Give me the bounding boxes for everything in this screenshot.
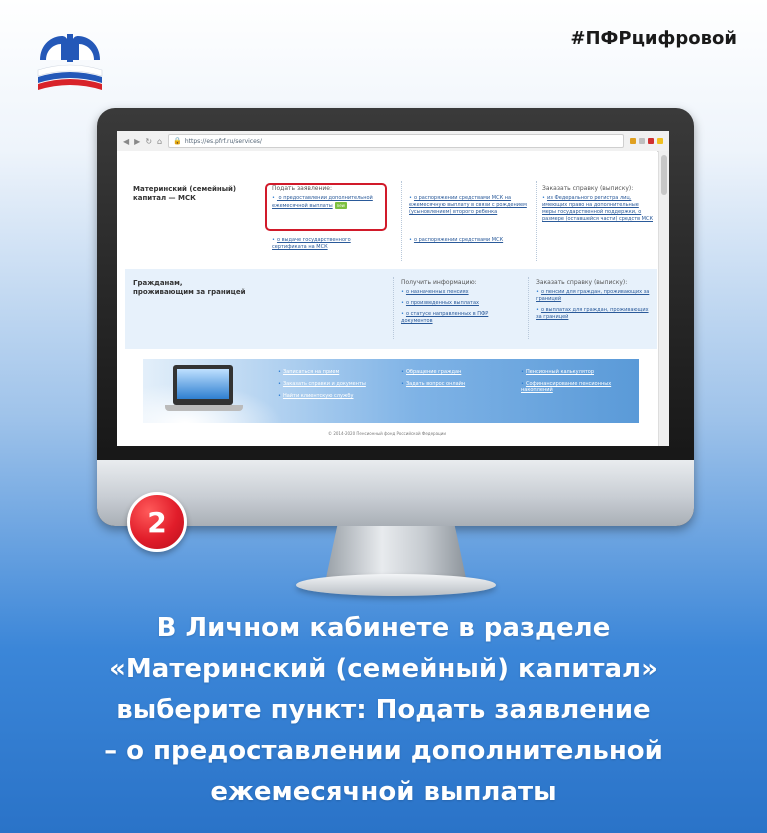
link-registry-statement[interactable]: • из Федерального регистра лиц, имеющих право на дополнительные меры государственной поддержки, о размере (оставшейся части) средств МСК bbox=[542, 195, 654, 223]
banner-link[interactable]: • Заказать справки и документы bbox=[278, 381, 366, 387]
banner-link[interactable]: • Найти клиентскую службу bbox=[278, 393, 353, 399]
banner-link[interactable]: • Записаться на прием bbox=[278, 369, 339, 375]
link-payments-made[interactable]: • о произведенных выплатах bbox=[401, 300, 521, 307]
instruction-caption bbox=[0, 608, 767, 813]
address-bar-url: https://es.pfrf.ru/services/ bbox=[184, 137, 262, 145]
section-title bbox=[133, 185, 236, 203]
banner-link[interactable]: • Пенсионный калькулятор bbox=[521, 369, 594, 375]
scrollbar[interactable] bbox=[658, 151, 669, 446]
link-document-status[interactable]: • о статусе направленных в ПФР документов bbox=[401, 311, 521, 325]
link-msk-disposal[interactable]: • о распоряжении средствами МСК bbox=[409, 237, 529, 244]
highlight-frame bbox=[265, 183, 387, 231]
section-title bbox=[133, 279, 246, 297]
section-title-line: Материнский (семейный) bbox=[133, 185, 237, 193]
caption-line: В Личном кабинете в разделе bbox=[156, 613, 611, 643]
column-heading: Получить информацию: bbox=[401, 279, 477, 286]
caption-line: – о предоставлении дополнительной bbox=[104, 736, 663, 766]
column-heading: Заказать справку (выписку): bbox=[536, 279, 628, 286]
monitor-screen bbox=[117, 131, 669, 446]
home-icon[interactable]: ⌂ bbox=[157, 136, 163, 146]
address-bar[interactable] bbox=[168, 134, 624, 148]
banner-link[interactable]: • Обращение граждан bbox=[401, 369, 461, 375]
banner-link[interactable]: • Софинансирование пенсионных накоплений bbox=[521, 381, 631, 393]
back-icon[interactable]: ◀ bbox=[123, 136, 130, 146]
browser-toolbar bbox=[117, 131, 669, 152]
laptop-image bbox=[173, 365, 233, 405]
monitor-stand bbox=[326, 526, 466, 578]
menu-icon[interactable] bbox=[657, 138, 663, 144]
caption-line: выберите пункт: Подать заявление bbox=[116, 695, 651, 725]
banner-link[interactable]: • Задать вопрос онлайн bbox=[401, 381, 465, 387]
caption-line: «Материнский (семейный) капитал» bbox=[109, 654, 658, 684]
section-title-line: проживающим за границей bbox=[133, 288, 246, 296]
services-banner bbox=[143, 359, 639, 423]
link-text: о предоставлении дополнительной ежемесячной выплаты bbox=[272, 195, 373, 209]
section-maternity-capital bbox=[117, 151, 657, 269]
star-icon[interactable] bbox=[639, 138, 645, 144]
step-number-badge: 2 bbox=[127, 492, 187, 552]
new-badge: new bbox=[336, 203, 345, 208]
pfr-logo-icon bbox=[34, 30, 106, 96]
section-citizens-abroad bbox=[125, 269, 657, 349]
forward-icon[interactable]: ▶ bbox=[134, 136, 141, 146]
link-pension-abroad[interactable]: • о пенсии для граждан, проживающих за границей bbox=[536, 289, 651, 303]
caption-line: ежемесячной выплаты bbox=[210, 777, 557, 807]
hashtag-label: #ПФРцифровой bbox=[570, 28, 737, 49]
column-heading: Подать заявление: bbox=[272, 185, 333, 192]
lock-icon: 🔒 bbox=[173, 137, 182, 145]
monitor-stand-base bbox=[296, 574, 496, 596]
reload-icon[interactable]: ↻ bbox=[145, 136, 153, 146]
section-title-line: капитал — МСК bbox=[133, 194, 196, 202]
link-payments-abroad[interactable]: • о выплатах для граждан, проживающих за границей bbox=[536, 307, 651, 321]
section-title-line: Гражданам, bbox=[133, 279, 183, 287]
footer-copyright: © 2014-2020 Пенсионный фонд Российской Федерации bbox=[328, 431, 446, 436]
extension-icon[interactable] bbox=[630, 138, 636, 144]
column-heading: Заказать справку (выписку): bbox=[542, 185, 634, 192]
extension-icon[interactable] bbox=[648, 138, 654, 144]
link-assigned-pensions[interactable]: • о назначенных пенсиях bbox=[401, 289, 521, 296]
link-certificate[interactable]: • о выдаче государственного сертификата на МСК bbox=[272, 237, 382, 251]
link-msk-monthly-payment[interactable]: • о распоряжении средствами МСК на ежемесячную выплату в связи с рождением (усыновлением) второго ребенка bbox=[409, 195, 529, 216]
